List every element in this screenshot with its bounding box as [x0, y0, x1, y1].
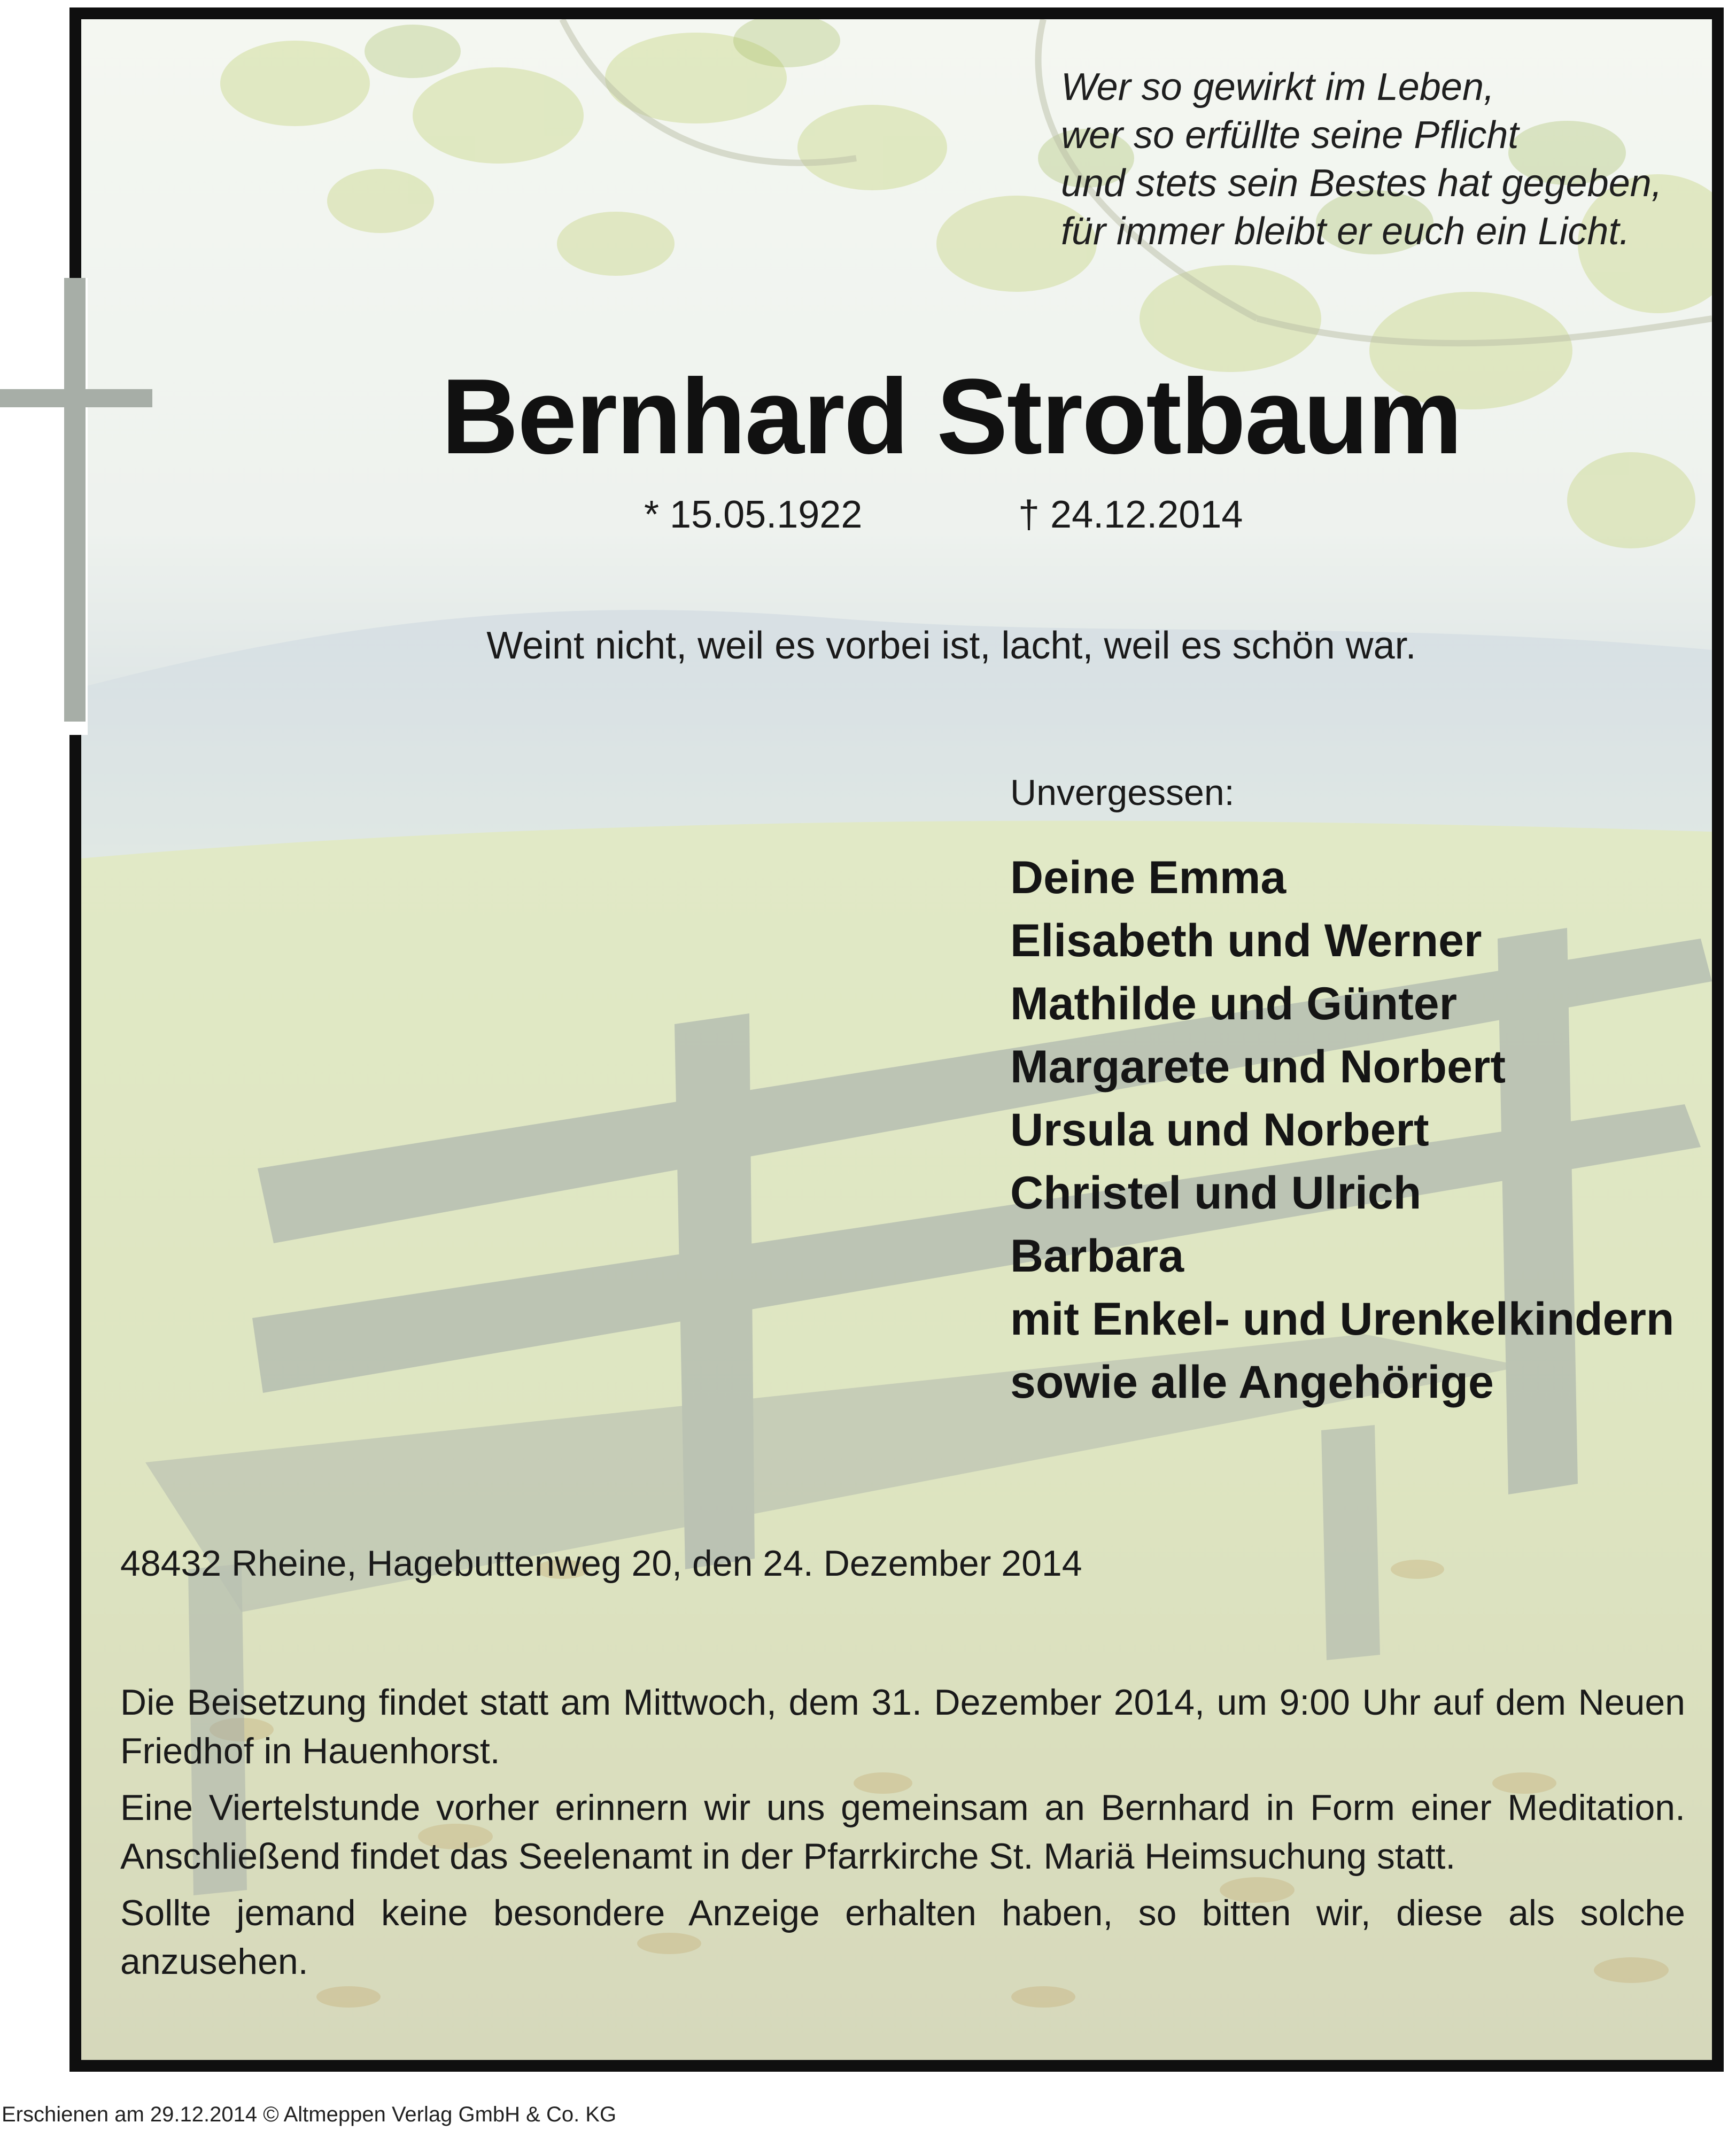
mourner-name: sowie alle Angehörige: [1010, 1357, 1494, 1408]
mourner-name: Deine Emma: [1010, 852, 1286, 903]
mourner-name: Barbara: [1010, 1230, 1184, 1282]
funeral-paragraph: Eine Viertelstunde vorher erinnern wir uns gemeinsam an Bernhard in Form einer Meditation. Anschließend findet das Seelenamt in der Pfarrkirche St. Mariä Heimsuchung statt.: [120, 1787, 1685, 1877]
funeral-paragraph: Sollte jemand keine besondere Anzeige erhalten haben, so bitten wir, diese als solche anzusehen.: [120, 1893, 1685, 1982]
poem-line: für immer bleibt er euch ein Licht.: [1061, 210, 1630, 253]
publication-footer: Erschienen am 29.12.2014 © Altmeppen Verlag GmbH & Co. KG: [2, 2103, 617, 2126]
motto: Weint nicht, weil es vorbei ist, lacht, weil es schön war.: [486, 624, 1416, 667]
mourner-name: Mathilde und Günter: [1010, 978, 1458, 1029]
address-line: 48432 Rheine, Hagebuttenweg 20, den 24. Dezember 2014: [120, 1543, 1082, 1584]
mourner-name: Elisabeth und Werner: [1010, 915, 1482, 966]
poem-line: und stets sein Bestes hat gegeben,: [1061, 162, 1662, 205]
deceased-name: Bernhard Strotbaum: [441, 357, 1462, 476]
mourner-name: Christel und Ulrich: [1010, 1167, 1422, 1219]
mourner-name: Margarete und Norbert: [1010, 1041, 1506, 1093]
poem-line: wer so erfüllte seine Pflicht: [1061, 114, 1519, 157]
poem: [1061, 63, 1724, 255]
mourners-list: [1010, 846, 1674, 1414]
mourner-name: Ursula und Norbert: [1010, 1104, 1429, 1156]
mourner-name: mit Enkel- und Urenkelkindern: [1010, 1293, 1675, 1345]
mourners-heading: Unvergessen:: [1010, 772, 1235, 813]
poem-line: Wer so gewirkt im Leben,: [1061, 66, 1494, 109]
funeral-info: [120, 1678, 1685, 1994]
funeral-paragraph: Die Beisetzung findet statt am Mittwoch, dem 31. Dezember 2014, um 9:00 Uhr auf dem Neuen Friedhof in Hauenhorst.: [120, 1682, 1685, 1771]
birth-date: * 15.05.1922: [644, 493, 863, 536]
death-date: † 24.12.2014: [1018, 493, 1243, 536]
